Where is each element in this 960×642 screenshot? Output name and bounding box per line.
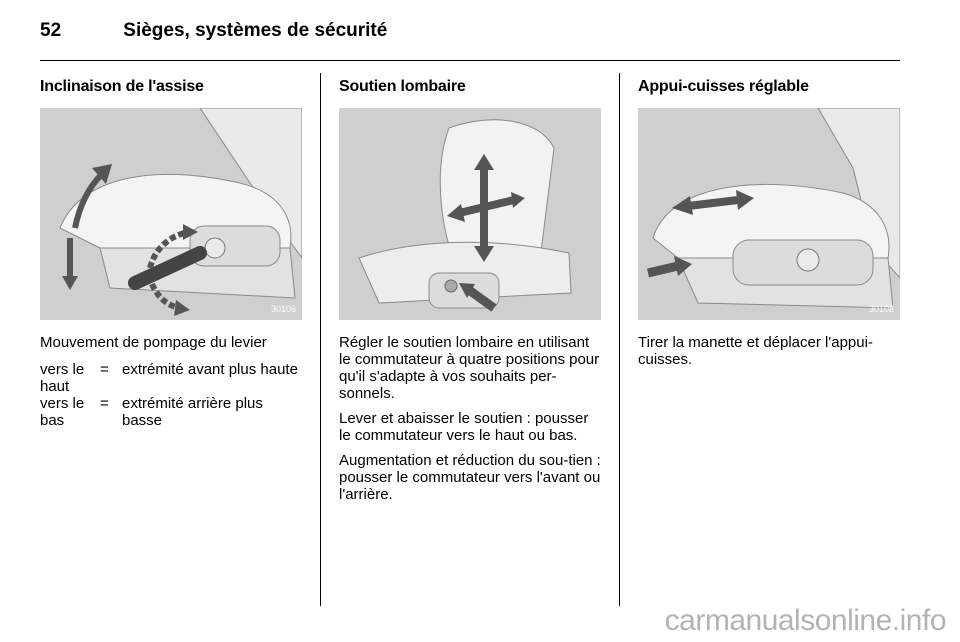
paragraph: Lever et abaisser le soutien : pousser le commutateur vers le haut ou bas. [339, 410, 589, 444]
lumbar-support-text [339, 334, 601, 511]
page-number: 52 [40, 20, 62, 41]
lumbar-support-figure [339, 108, 601, 320]
column-divider [320, 73, 321, 606]
heading-seat-tilt: Inclinaison de l'assise [40, 78, 204, 95]
section-heading [638, 78, 900, 96]
section-heading [40, 78, 302, 96]
thigh-support-figure [638, 108, 900, 320]
paragraph: Augmentation et réduction du sou-tien : pousser le commutateur vers l'avant ou l'arrière. [339, 452, 601, 503]
section-heading [339, 78, 601, 96]
heading-thigh-support: Appui-cuisses réglable [638, 78, 809, 95]
header-rule [40, 60, 900, 61]
column-divider [619, 73, 620, 606]
definition-term: vers le haut [40, 361, 85, 395]
page-header [40, 20, 387, 42]
thigh-support-text [638, 334, 900, 376]
paragraph: Régler le soutien lombaire en utilisant le commutateur à quatre positions pour qu'il s'adapte à vos souhaits per-sonnels. [339, 334, 600, 402]
page-title: Sièges, systèmes de sécurité [123, 20, 388, 41]
definition-list [40, 361, 302, 429]
caption: Mouvement de pompage du levier [40, 334, 267, 351]
figure-number: 30106 [270, 304, 296, 314]
heading-lumbar-support: Soutien lombaire [339, 78, 466, 95]
definition-description: extrémité avant plus haute [122, 361, 298, 378]
definition-separator: = [100, 361, 109, 378]
definition-term: vers le bas [40, 395, 85, 429]
paragraph: Tirer la manette et déplacer l'appui-cuisses. [638, 334, 873, 368]
seat-tilt-text [40, 334, 302, 429]
figure-number: 30108 [868, 304, 894, 314]
definition-description: extrémité arrière plus basse [122, 395, 263, 429]
watermark: carmanualsonline.info [664, 604, 946, 637]
definition-separator: = [100, 395, 109, 412]
seat-tilt-figure [40, 108, 302, 320]
